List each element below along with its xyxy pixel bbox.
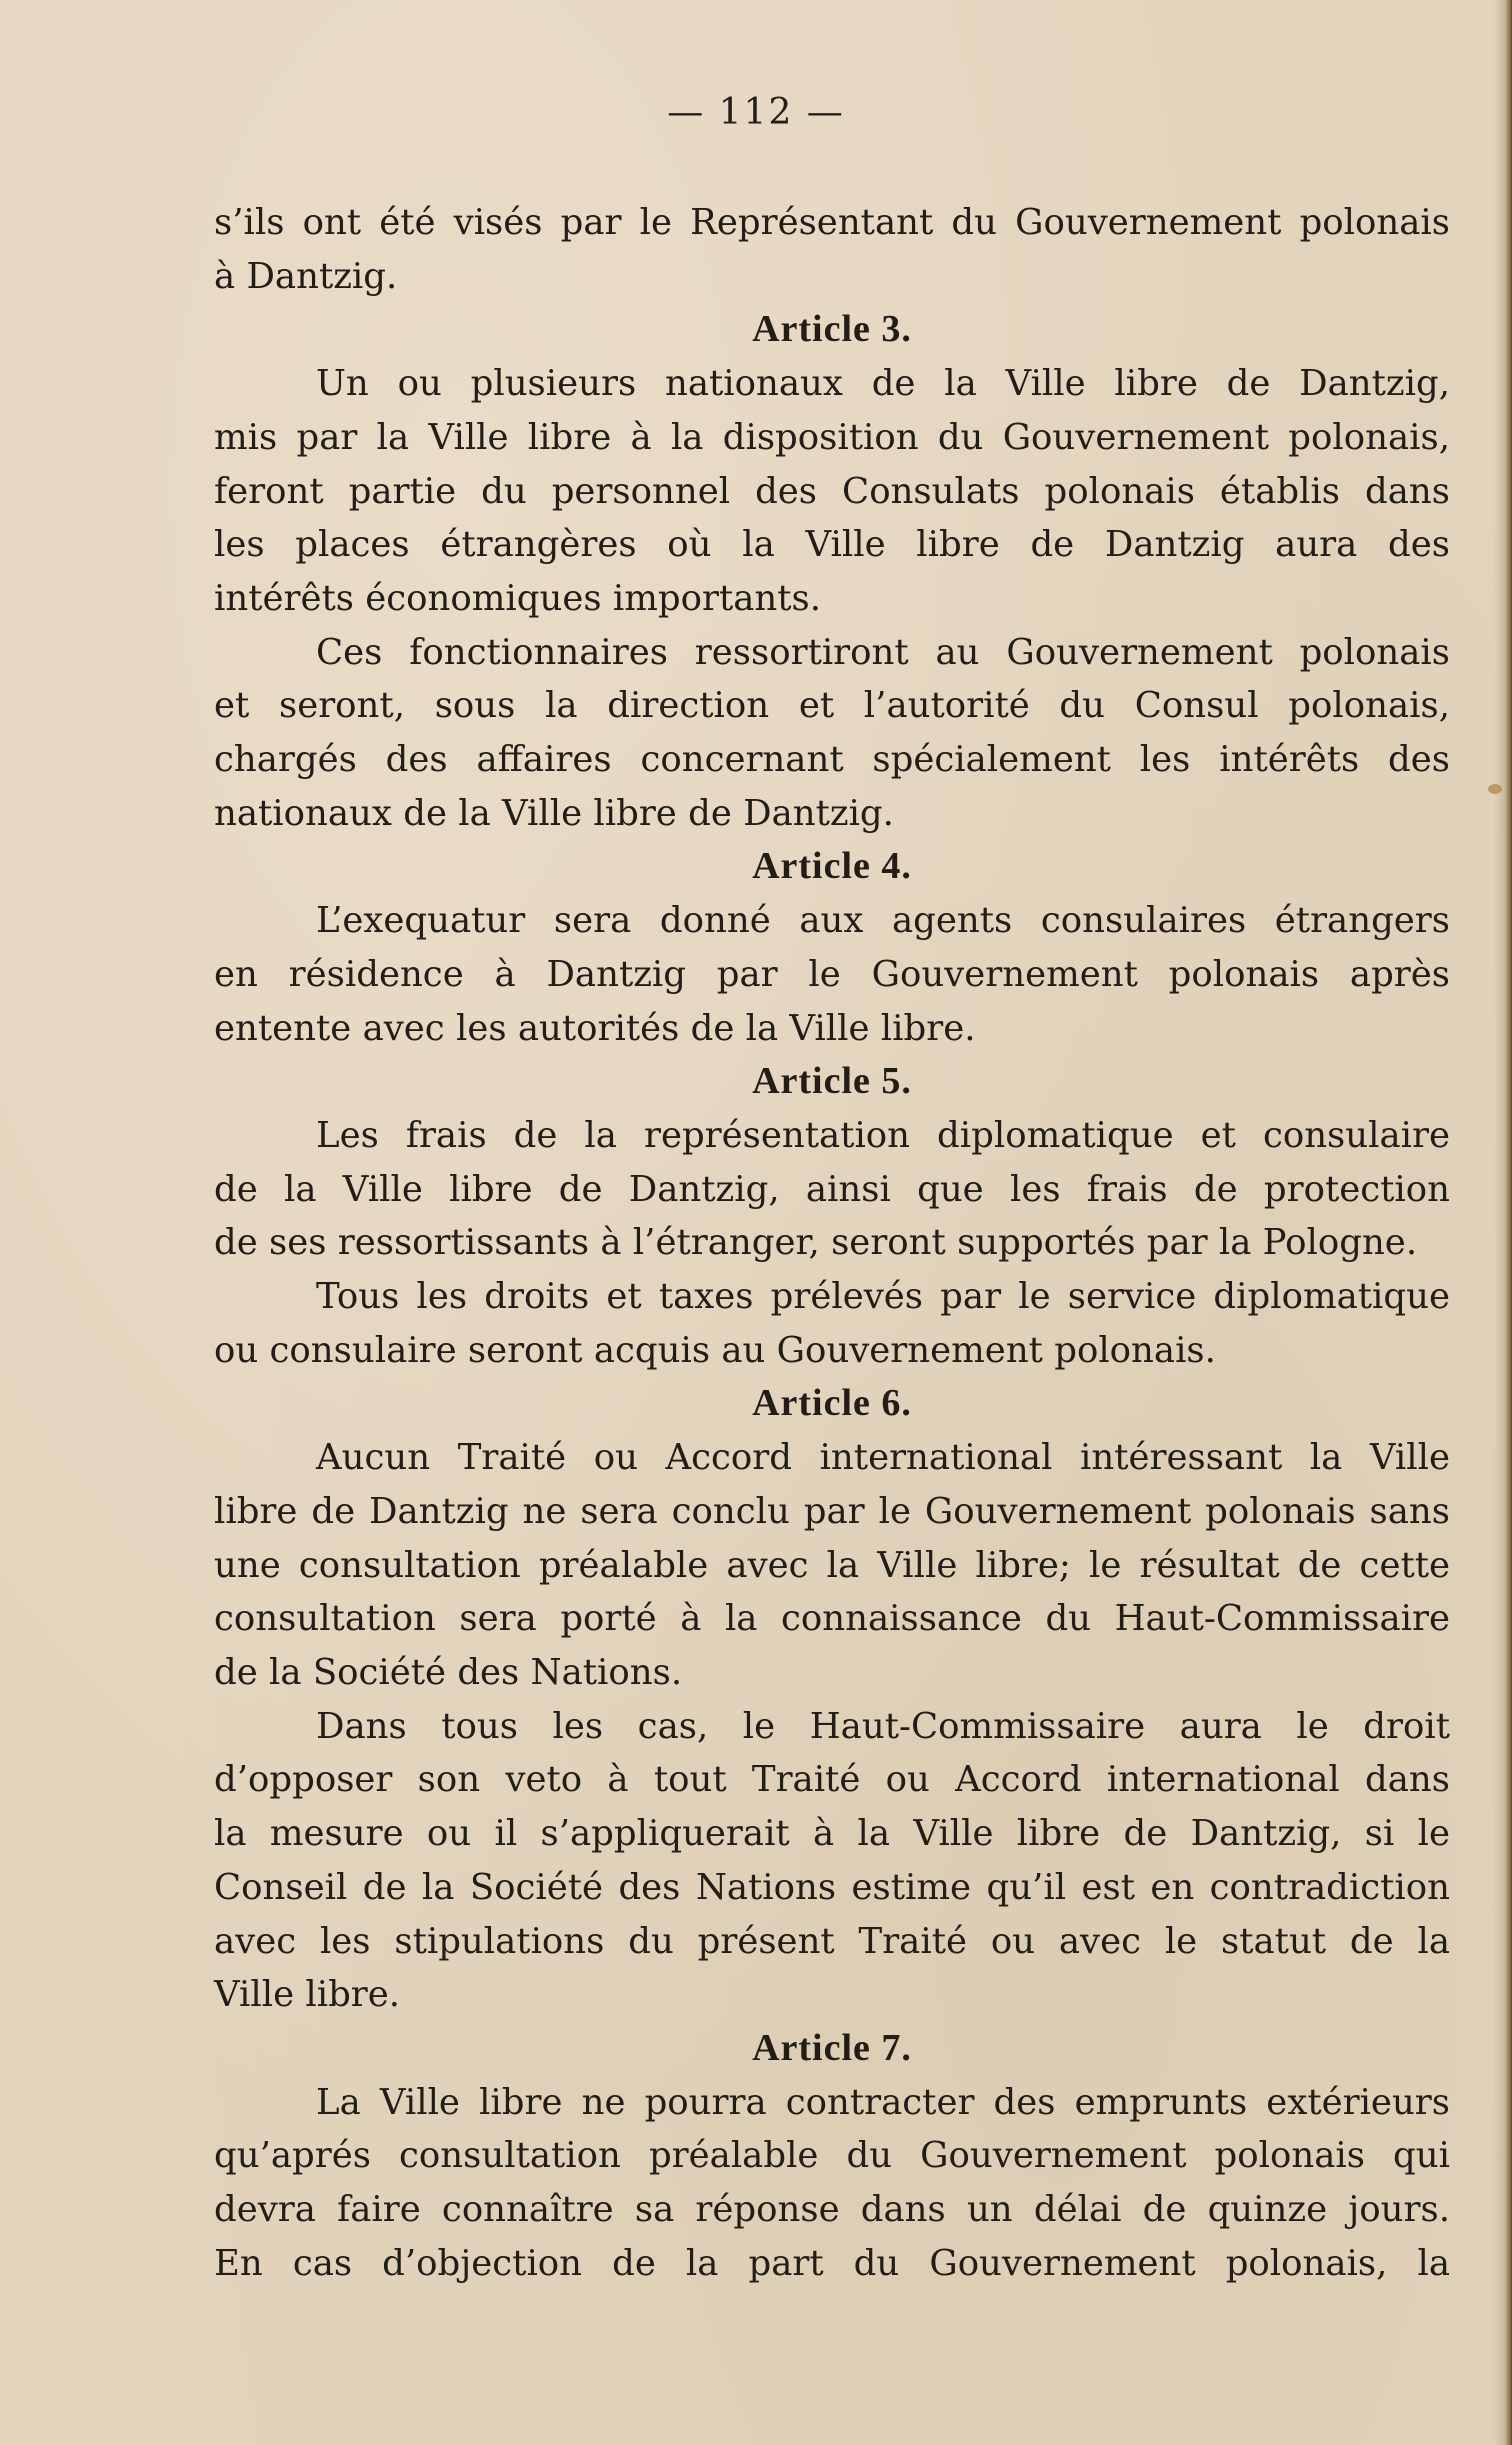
text-line: Les frais de la représentation diplomatique et consulaire bbox=[316, 1114, 1450, 1156]
text-line: la mesure ou il s’appliquerait à la Ville libre de Dantzig, si le bbox=[214, 1813, 1450, 1855]
text-line: Dans tous les cas, le Haut-Commissaire aura le droit bbox=[316, 1705, 1450, 1747]
text-line: ou consulaire seront acquis au Gouvernement polonais. bbox=[214, 1329, 1216, 1371]
text-line: les places étrangères où la Ville libre de Dantzig aura des bbox=[214, 524, 1450, 566]
text-line: L’exequatur sera donné aux agents consulaires étrangers bbox=[316, 900, 1450, 942]
paragraph bbox=[214, 894, 1450, 1055]
article-heading: Article 3. bbox=[752, 308, 912, 351]
text-line: intérêts économiques importants. bbox=[214, 577, 822, 619]
text-line: libre de Dantzig ne sera conclu par le Gouvernement polonais sans bbox=[214, 1490, 1450, 1532]
text-line: à Dantzig. bbox=[214, 255, 398, 297]
page-edge bbox=[1494, 0, 1512, 2445]
text-line: Aucun Traité ou Accord international intéressant la Ville bbox=[316, 1437, 1450, 1479]
paragraph bbox=[214, 1270, 1450, 1377]
text-line: chargés des affaires concernant spécialement les intérêts des bbox=[214, 739, 1450, 781]
text-line: Ces fonctionnaires ressortiront au Gouvernement polonais bbox=[316, 631, 1450, 673]
text-line: en résidence à Dantzig par le Gouvernement polonais après bbox=[214, 953, 1450, 995]
paragraph bbox=[214, 1431, 1450, 1700]
text-line: avec les stipulations du présent Traité ou avec le statut de la bbox=[214, 1920, 1450, 1962]
text-line: et seront, sous la direction et l’autorité du Consul polonais, bbox=[214, 685, 1450, 727]
page-number: — 112 — bbox=[667, 92, 845, 133]
paragraph bbox=[214, 196, 1450, 303]
text-line: de ses ressortissants à l’étranger, seront supportés par la Pologne. bbox=[214, 1222, 1418, 1264]
article-heading: Article 7. bbox=[752, 2026, 912, 2069]
text-line: Un ou plusieurs nationaux de la Ville libre de Dantzig, bbox=[316, 363, 1450, 405]
text-line: entente avec les autorités de la Ville libre. bbox=[214, 1007, 976, 1049]
text-line: En cas d’objection de la part du Gouvernement polonais, la bbox=[214, 2242, 1450, 2284]
paragraph bbox=[214, 357, 1450, 626]
text-line: qu’aprés consultation préalable du Gouvernement polonais qui bbox=[214, 2135, 1450, 2177]
paper-stain bbox=[1488, 784, 1502, 794]
text-line: d’opposer son veto à tout Traité ou Accord international dans bbox=[214, 1759, 1450, 1801]
text-line: Conseil de la Société des Nations estime qu’il est en contradiction bbox=[214, 1866, 1450, 1908]
text-line: Ville libre. bbox=[214, 1974, 401, 2016]
article-heading: Article 4. bbox=[752, 845, 912, 888]
paragraph bbox=[214, 1109, 1450, 1270]
text-line: s’ils ont été visés par le Représentant du Gouvernement polonais bbox=[214, 202, 1450, 243]
paragraph bbox=[214, 2076, 1450, 2291]
text-line: La Ville libre ne pourra contracter des emprunts extérieurs bbox=[316, 2081, 1450, 2123]
text-line: consultation sera porté à la connaissance du Haut-Commissaire bbox=[214, 1598, 1450, 1640]
text-line: de la Ville libre de Dantzig, ainsi que les frais de protection bbox=[214, 1168, 1450, 1210]
paragraph bbox=[214, 1700, 1450, 2022]
text-line: feront partie du personnel des Consulats polonais établis dans bbox=[214, 470, 1450, 512]
text-line: nationaux de la Ville libre de Dantzig. bbox=[214, 792, 894, 834]
text-line: Tous les droits et taxes prélevés par le service diplomatique bbox=[316, 1276, 1450, 1318]
article-heading: Article 5. bbox=[752, 1060, 912, 1103]
text-line: de la Société des Nations. bbox=[214, 1651, 683, 1693]
page-body bbox=[214, 196, 1450, 2290]
text-line: mis par la Ville libre à la disposition du Gouvernement polonais, bbox=[214, 416, 1450, 458]
article-heading: Article 6. bbox=[752, 1382, 912, 1425]
text-line: une consultation préalable avec la Ville libre; le résultat de cette bbox=[214, 1544, 1450, 1586]
text-line: devra faire connaître sa réponse dans un délai de quinze jours. bbox=[214, 2189, 1450, 2231]
paragraph bbox=[214, 626, 1450, 841]
